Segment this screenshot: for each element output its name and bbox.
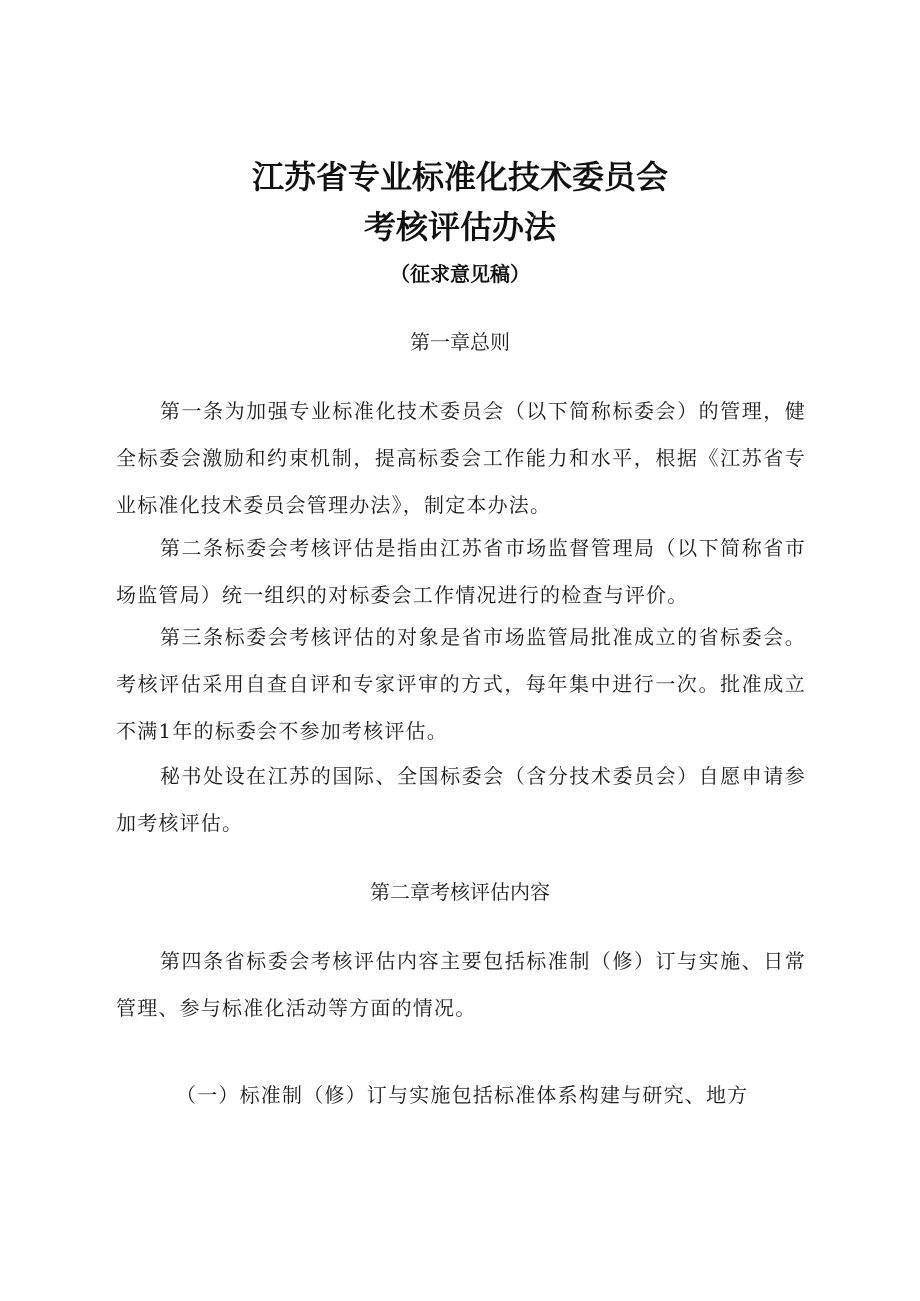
item-1-paragraph: （一）标准制（修）订与实施包括标准体系构建与研究、地方 [176, 1083, 749, 1107]
article-4-paragraph: 第四条省标委会考核评估内容主要包括标准制（修）订与实施、日常管理、参与标准化活动等方面的情况。 [116, 949, 806, 1020]
secretariat-paragraph: 秘书处设在江苏的国际、全国标委会（含分技术委员会）自愿申请参加考核评估。 [116, 764, 806, 835]
chapter-heading-1: 第一章总则 [410, 330, 510, 354]
article-2-paragraph: 第二条标委会考核评估是指由江苏省市场监督管理局（以下简称省市场监管局）统一组织的对标委会工作情况进行的检查与评价。 [116, 536, 806, 607]
article-3-paragraph: 第三条标委会考核评估的对象是省市场监管局批准成立的省标委会。考核评估采用自查自评和专家评审的方式，每年集中进行一次。批准成立不满1年的标委会不参加考核评估。 [116, 625, 806, 743]
document-subtitle: （征求意见稿） [390, 262, 530, 286]
document-title-line2: 考核评估办法 [363, 208, 556, 246]
article-1-paragraph: 第一条为加强专业标准化技术委员会（以下简称标委会）的管理，健全标委会激励和约束机制，提高标委会工作能力和水平，根据《江苏省专业标准化技术委员会管理办法》，制定本办法。 [116, 399, 806, 517]
chapter-heading-2: 第二章考核评估内容 [370, 880, 550, 904]
document-title-line1: 江苏省专业标准化技术委员会 [251, 158, 668, 196]
